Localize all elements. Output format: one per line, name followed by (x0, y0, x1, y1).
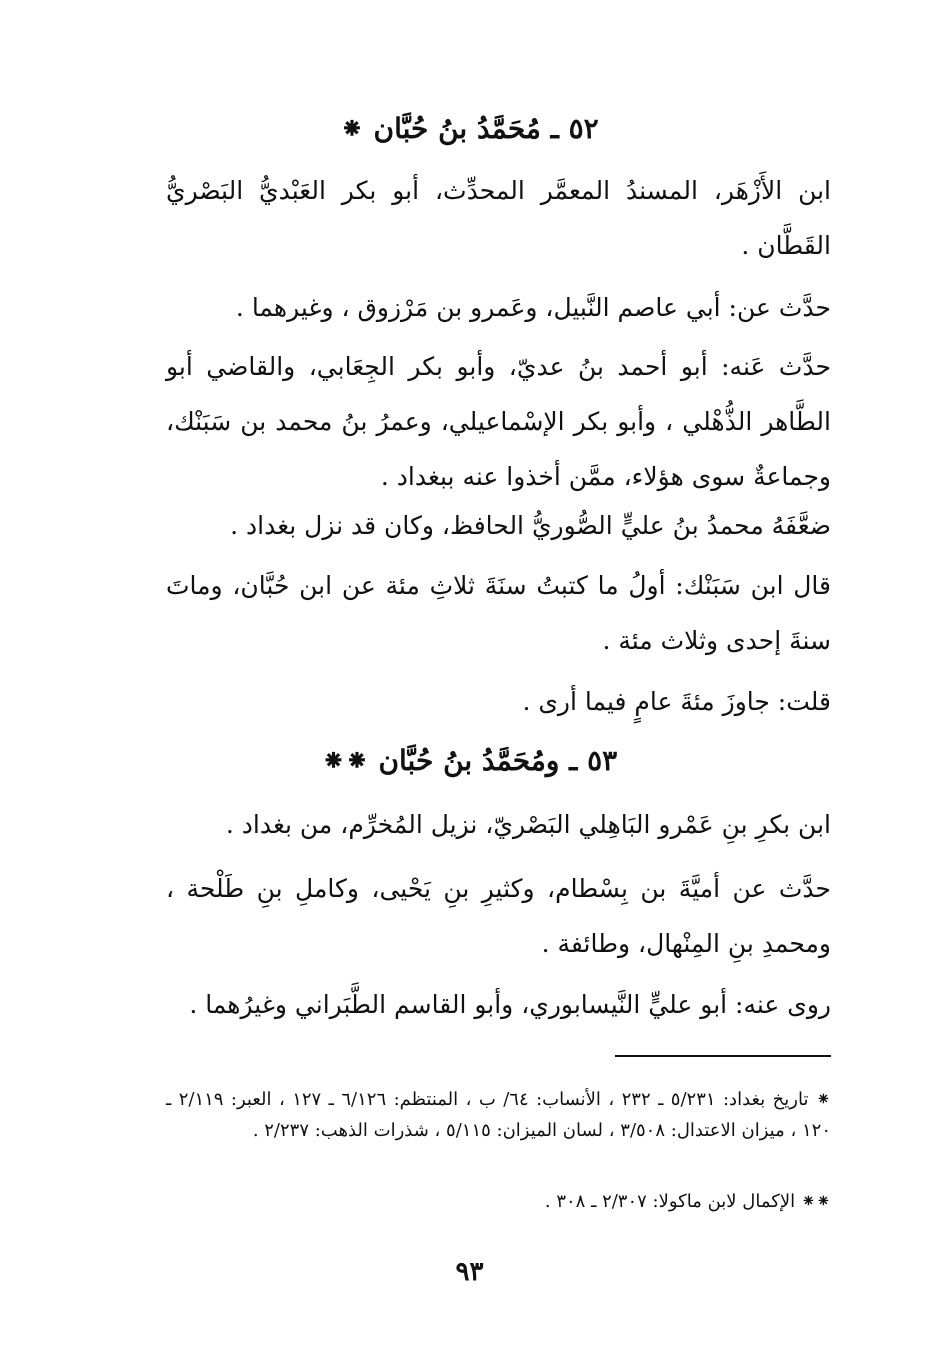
entry-53-title: ٥٣ ـ ومُحَمَّدُ بنُ حُبَّان ⁕⁕ (321, 744, 618, 777)
entry-52-paragraph-students: حدَّث عَنه: أبو أحمد بنُ عديّ، وأبو بكر الجِعَابي، والقاضي أبو الطَّاهر الذُّهْلي ، وأبو بكر الإسْماعيلي، وعمرُ بنُ محمد بن سَبَنْك، وجماعةٌ سوى هؤلاء، ممَّن أخذوا عنه ببغداد . (166, 352, 831, 491)
entry-52-paragraph-lineage: ابن الأَزْهَر، المسندُ المعمَّر المحدِّث، أبو بكر العَبْديُّ البَصْريُّ القَطَّان . (166, 176, 831, 260)
footnote-entry-53: ⁕⁕ الإكمال لابن ماكولا: ٢/٣٠٧ ـ ٣٠٨ . (544, 1191, 831, 1212)
page-number: ٩٣ (455, 1257, 484, 1287)
footnote-entry-52: ⁕ تاريخ بغداد: ٥/٢٣١ ـ ٢٣٢ ، الأنساب: ٦٤/ ب ، المنتظم: ٦/١٢٦ ـ ١٢٧ ، العبر: ٢/١١٩ ـ ١٢٠ ، ميزان الاعتدال: ٣/٥٠٨ ، لسان الميزان: ٥/١١٥ ، شذرات الذهب: ٢/٢٣٧ . (166, 1089, 831, 1141)
entry-52-title: ٥٢ ـ مُحَمَّدُ بنُ حُبَّان ⁕ (340, 112, 599, 145)
entry-53-paragraph-teachers: حدَّث عن أميَّةَ بن بِسْطام، وكثيرِ بنِ يَحْيى، وكاملِ بنِ طَلْحة ، ومحمدِ بنِ المِنْهال، وطائفة . (166, 874, 831, 958)
entry-53-paragraph-students: روى عنه: أبو عليٍّ النَّيسابوري، وأبو القاسم الطَّبَراني وغيرُهما . (189, 990, 831, 1019)
entry-52-paragraph-note: قلت: جاوزَ مئةَ عامٍ فيما أرى . (522, 687, 831, 716)
entry-53-paragraph-lineage: ابن بكرِ بنِ عَمْرو البَاهِلي البَصْريّ، نزيل المُخرِّم، من بغداد . (225, 810, 831, 839)
entry-52-paragraph-weakened: ضعَّفَهُ محمدُ بنُ عليٍّ الصُّوريُّ الحافظ، وكان قد نزل بغداد . (230, 511, 831, 540)
entry-52-paragraph-death: قال ابن سَبَنْك: أولُ ما كتبتُ سنَةَ ثلاثِ مئة عن ابن حُبَّان، وماتَ سنةَ إحدى وثلاث مئة . (166, 571, 831, 655)
entry-52-paragraph-teachers: حدَّث عن: أبي عاصم النَّبيل، وعَمرو بن مَرْزوق ، وغيرهما . (235, 293, 831, 322)
footnote-separator (615, 1055, 831, 1057)
